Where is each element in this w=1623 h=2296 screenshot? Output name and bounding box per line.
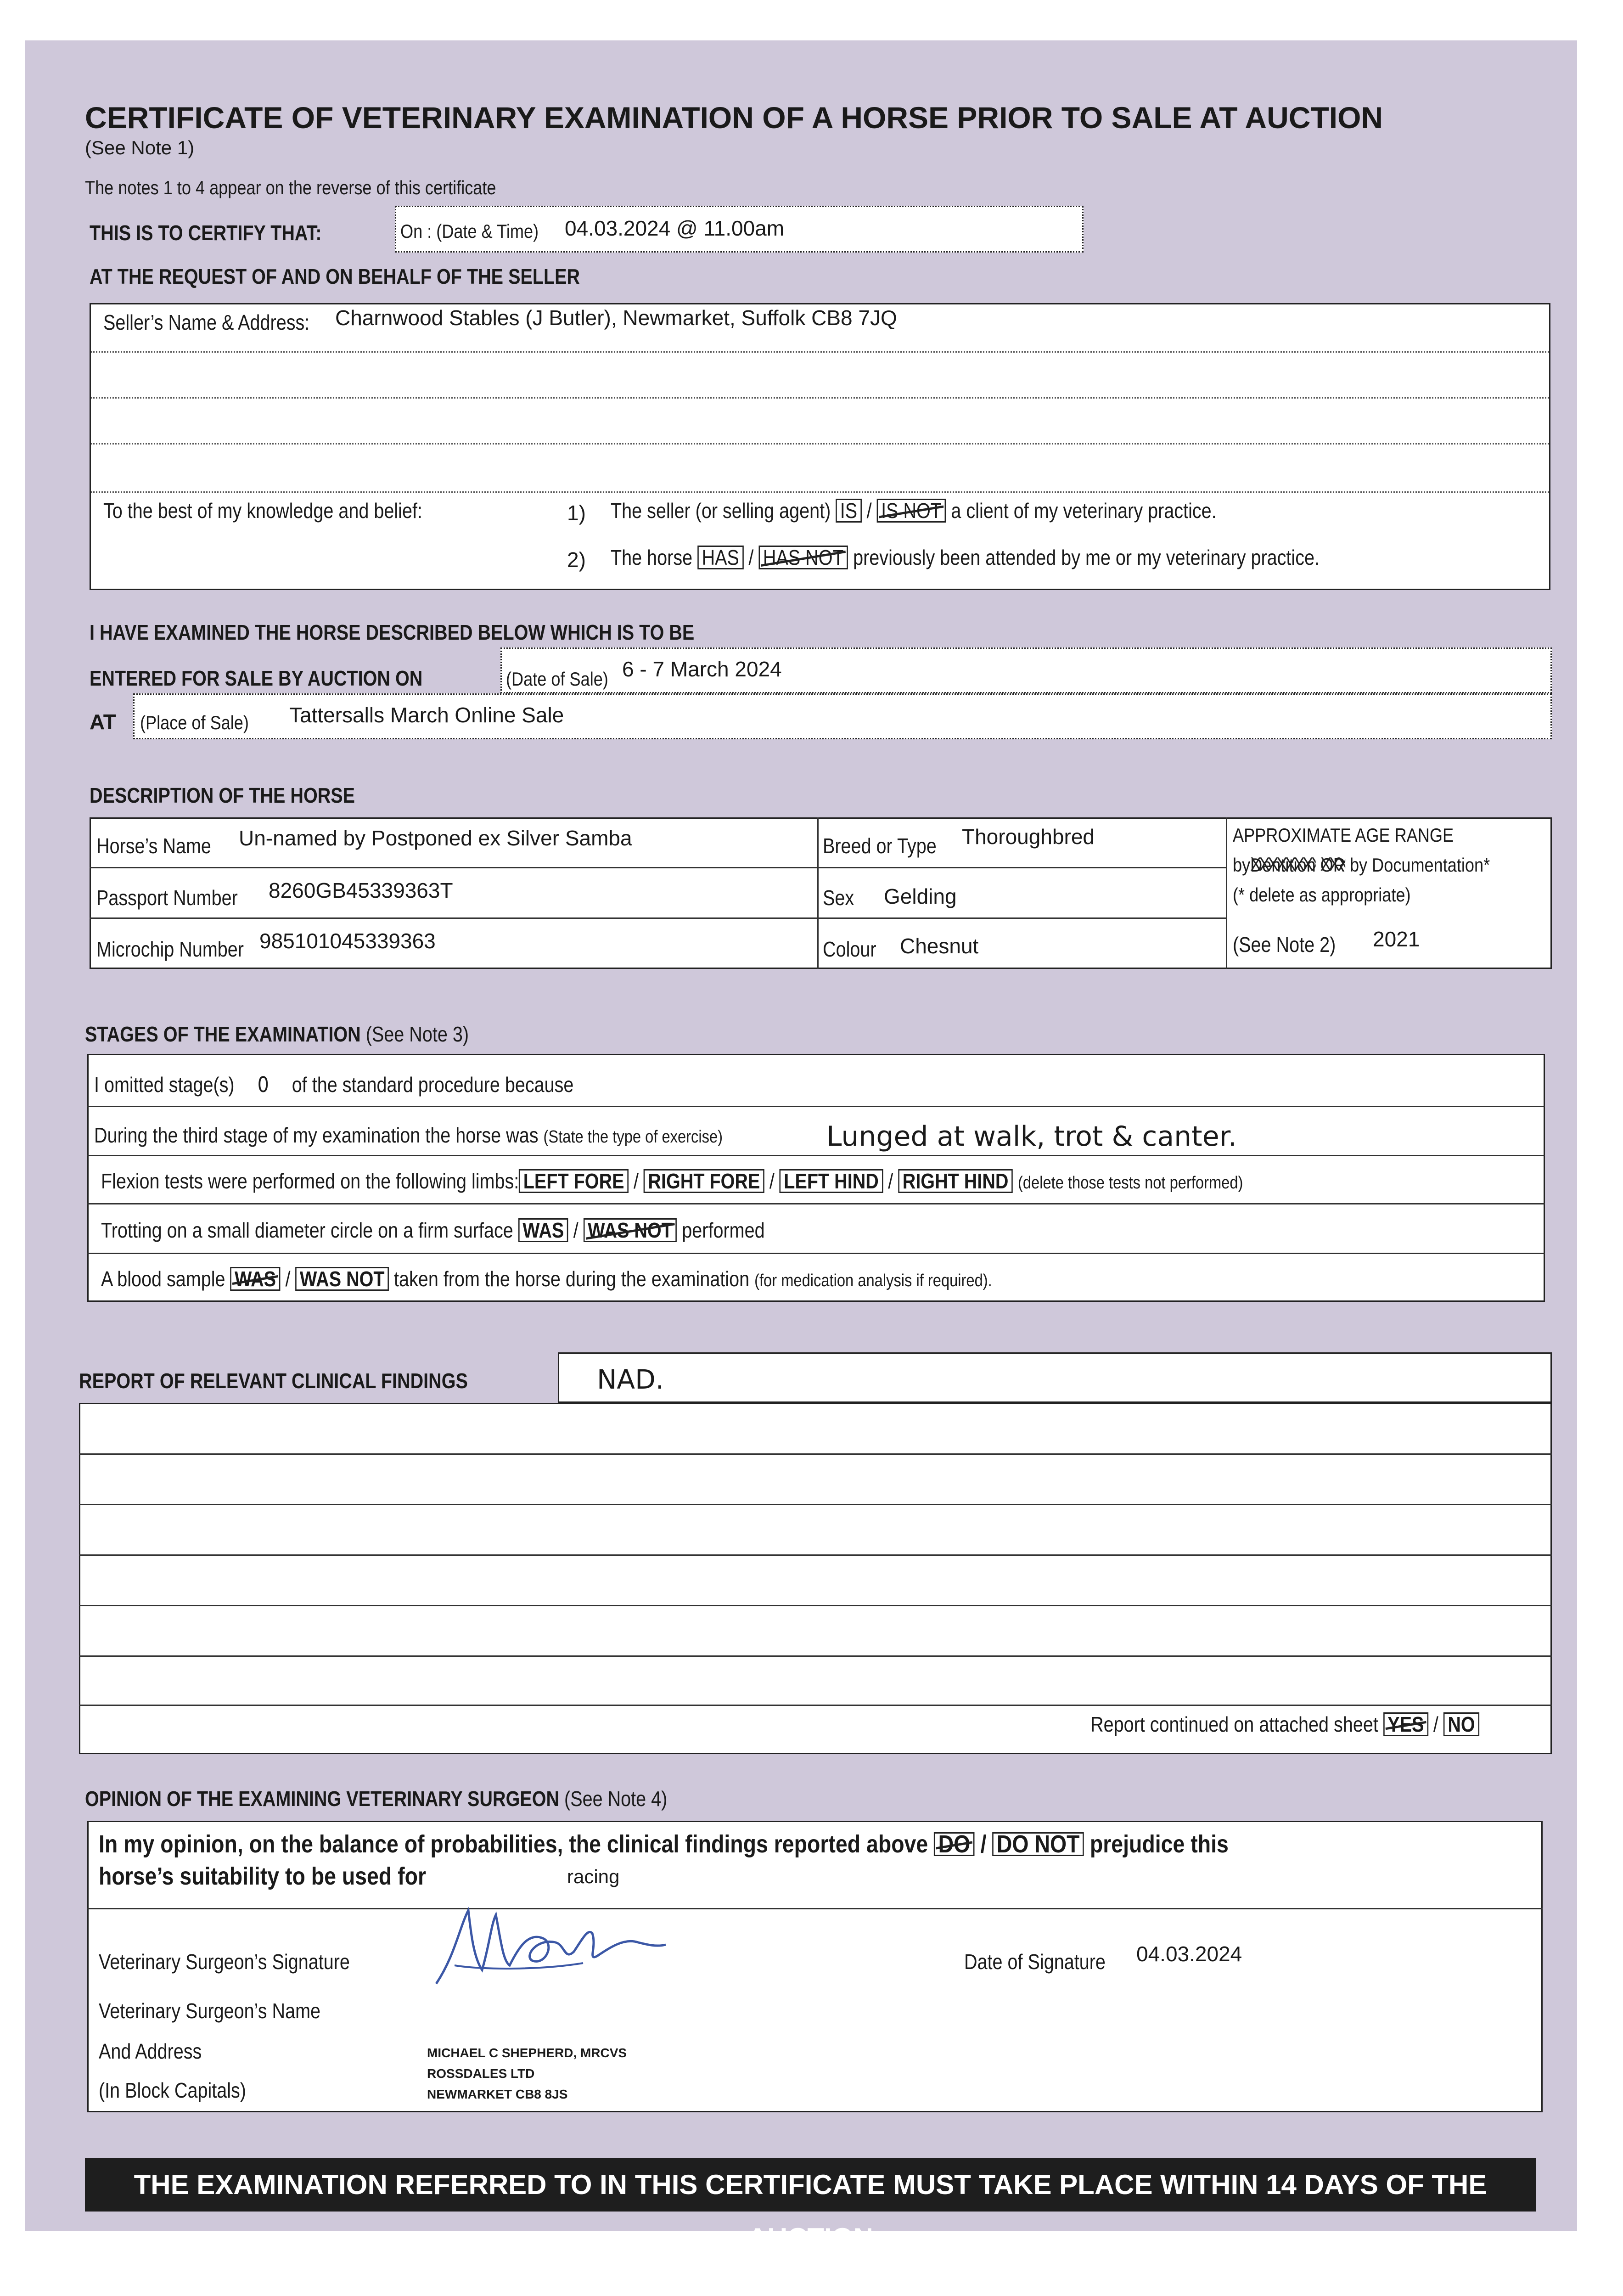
use-value: racing [567, 1866, 620, 1887]
omitted-value: 0 [257, 1072, 269, 1097]
signature-label: Veterinary Surgeon’s Signature [99, 1950, 350, 1974]
sale-date-label: (Date of Sale) [506, 668, 608, 690]
circle-was-not-option[interactable]: WAS NOT [584, 1218, 677, 1242]
horse-name-label: Horse’s Name [96, 834, 211, 858]
left-fore-option[interactable]: LEFT FORE [519, 1169, 629, 1193]
sale-place-label: (Place of Sale) [140, 712, 249, 733]
omitted-line: I omitted stage(s) 0 of the standard procedure because [94, 1072, 574, 1097]
opinion-line2: horse’s suitability to be used for [99, 1863, 427, 1890]
stamp-line-1: MICHAEL C SHEPHERD, MRCVS [427, 2046, 627, 2060]
blood-line: A blood sample WAS / WAS NOT taken from the horse during the examination (for medication analysis if required). [101, 1267, 992, 1291]
age-method-line: byDentition XXXXXXXXX OR XXXXXXXXX by Documentation* [1233, 854, 1532, 876]
report-heading: REPORT OF RELEVANT CLINICAL FINDINGS [79, 1369, 468, 1393]
examined-line2: ENTERED FOR SALE BY AUCTION ON [90, 666, 423, 690]
right-hind-option[interactable]: RIGHT HIND [898, 1169, 1013, 1193]
opinion-line1: In my opinion, on the balance of probabilities, the clinical findings reported above DO / DO NOT prejudice this [99, 1830, 1229, 1858]
report-box[interactable] [79, 1403, 1552, 1754]
do-option[interactable]: DO [934, 1832, 975, 1856]
seller-name-label: Seller’s Name & Address: [103, 310, 310, 334]
date-time-value: 04.03.2024 @ 11.00am [565, 216, 785, 240]
age-delete-note: (* delete as appropriate) [1233, 884, 1411, 906]
see-note-1: (See Note 1) [85, 137, 195, 158]
notes-line: The notes 1 to 4 appear on the reverse of this certificate [85, 177, 496, 198]
sale-place-value: Tattersalls March Online Sale [289, 703, 564, 727]
third-stage-value: Lunged at walk, trot & canter. [826, 1120, 1237, 1153]
item2-line: The horse HAS / HAS NOT previously been attended by me or my veterinary practice. [611, 546, 1320, 569]
is-not-option[interactable]: IS NOT [877, 499, 946, 523]
has-not-option[interactable]: HAS NOT [758, 546, 848, 569]
circle-was-option[interactable]: WAS [518, 1218, 568, 1242]
horse-name-value: Un-named by Postponed ex Silver Samba [239, 826, 632, 850]
blood-was-not-option[interactable]: WAS NOT [296, 1267, 389, 1291]
item1-number: 1) [567, 501, 586, 525]
age-heading: APPROXIMATE AGE RANGE [1233, 824, 1454, 846]
circle-line: Trotting on a small diameter circle on a firm surface WAS / WAS NOT performed [101, 1218, 765, 1242]
passport-label: Passport Number [96, 886, 238, 910]
age-see-note: (See Note 2) [1233, 933, 1336, 957]
colour-value: Chesnut [900, 934, 979, 958]
sex-value: Gelding [884, 884, 957, 908]
footer-banner: THE EXAMINATION REFERRED TO IN THIS CERTIFICATE MUST TAKE PLACE WITHIN 14 DAYS OF THE AUCTION [85, 2158, 1536, 2212]
passport-value: 8260GB45339363T [269, 878, 453, 902]
report-first-line[interactable] [558, 1352, 1552, 1403]
sex-label: Sex [823, 886, 854, 910]
belief-label: To the best of my knowledge and belief: [103, 499, 422, 523]
request-label: AT THE REQUEST OF AND ON BEHALF OF THE SELLER [90, 264, 580, 288]
do-not-option[interactable]: DO NOT [992, 1832, 1084, 1856]
description-heading: DESCRIPTION OF THE HORSE [90, 783, 355, 807]
third-stage-line: During the third stage of my examination the horse was (State the type of exercise) [94, 1123, 723, 1147]
microchip-label: Microchip Number [96, 937, 244, 961]
report-value: NAD. [597, 1364, 664, 1395]
breed-value: Thoroughbred [962, 825, 1095, 849]
certify-label: THIS IS TO CERTIFY THAT: [90, 221, 322, 245]
item2-number: 2) [567, 548, 586, 572]
dentition-struck[interactable]: Dentition XXXXXXXXX [1250, 854, 1316, 876]
stamp-line-2: ROSSDALES LTD [427, 2066, 535, 2081]
age-value: 2021 [1373, 927, 1420, 951]
left-hind-option[interactable]: LEFT HIND [780, 1169, 883, 1193]
surgeon-name-label: Veterinary Surgeon’s Name [99, 1999, 321, 2023]
microchip-value: 985101045339363 [259, 929, 436, 953]
colour-label: Colour [823, 937, 876, 961]
stages-heading: STAGES OF THE EXAMINATION (See Note 3) [85, 1022, 469, 1046]
block-capitals-label: (In Block Capitals) [99, 2078, 246, 2102]
stamp-line-3: NEWMARKET CB8 8JS [427, 2087, 568, 2101]
blood-was-option[interactable]: WAS [230, 1267, 281, 1291]
sale-date-value: 6 - 7 March 2024 [622, 657, 782, 681]
date-of-signature-value: 04.03.2024 [1136, 1942, 1242, 1966]
date-time-label: On : (Date & Time) [400, 220, 539, 242]
continued-no-option[interactable]: NO [1443, 1712, 1479, 1736]
surgeon-address-label: And Address [99, 2039, 202, 2063]
or-struck[interactable]: OR XXXXXXXXX [1320, 854, 1345, 876]
continued-line: Report continued on attached sheet YES / NO [1090, 1712, 1543, 1737]
flexion-line: Flexion tests were performed on the following limbs: LEFT FORE / RIGHT FORE / LEFT HIND / RIGHT HIND (delete those tests not performed) [101, 1169, 1243, 1193]
item1-line: The seller (or selling agent) IS / IS NOT a client of my veterinary practice. [611, 499, 1217, 523]
examined-line1: I HAVE EXAMINED THE HORSE DESCRIBED BELOW WHICH IS TO BE [90, 620, 695, 644]
date-of-signature-label: Date of Signature [964, 1950, 1106, 1974]
certificate-title: CERTIFICATE OF VETERINARY EXAMINATION OF A HORSE PRIOR TO SALE AT AUCTION [85, 101, 1383, 135]
breed-label: Breed or Type [823, 834, 937, 858]
right-fore-option[interactable]: RIGHT FORE [644, 1169, 764, 1193]
opinion-heading: OPINION OF THE EXAMINING VETERINARY SURGEON (See Note 4) [85, 1787, 668, 1811]
has-option[interactable]: HAS [697, 546, 743, 569]
is-option[interactable]: IS [836, 499, 861, 523]
seller-name-value: Charnwood Stables (J Butler), Newmarket, Suffolk CB8 7JQ [335, 306, 897, 330]
continued-yes-option[interactable]: YES [1383, 1712, 1428, 1736]
at-label: AT [90, 710, 116, 734]
signature-image [427, 1901, 684, 1988]
